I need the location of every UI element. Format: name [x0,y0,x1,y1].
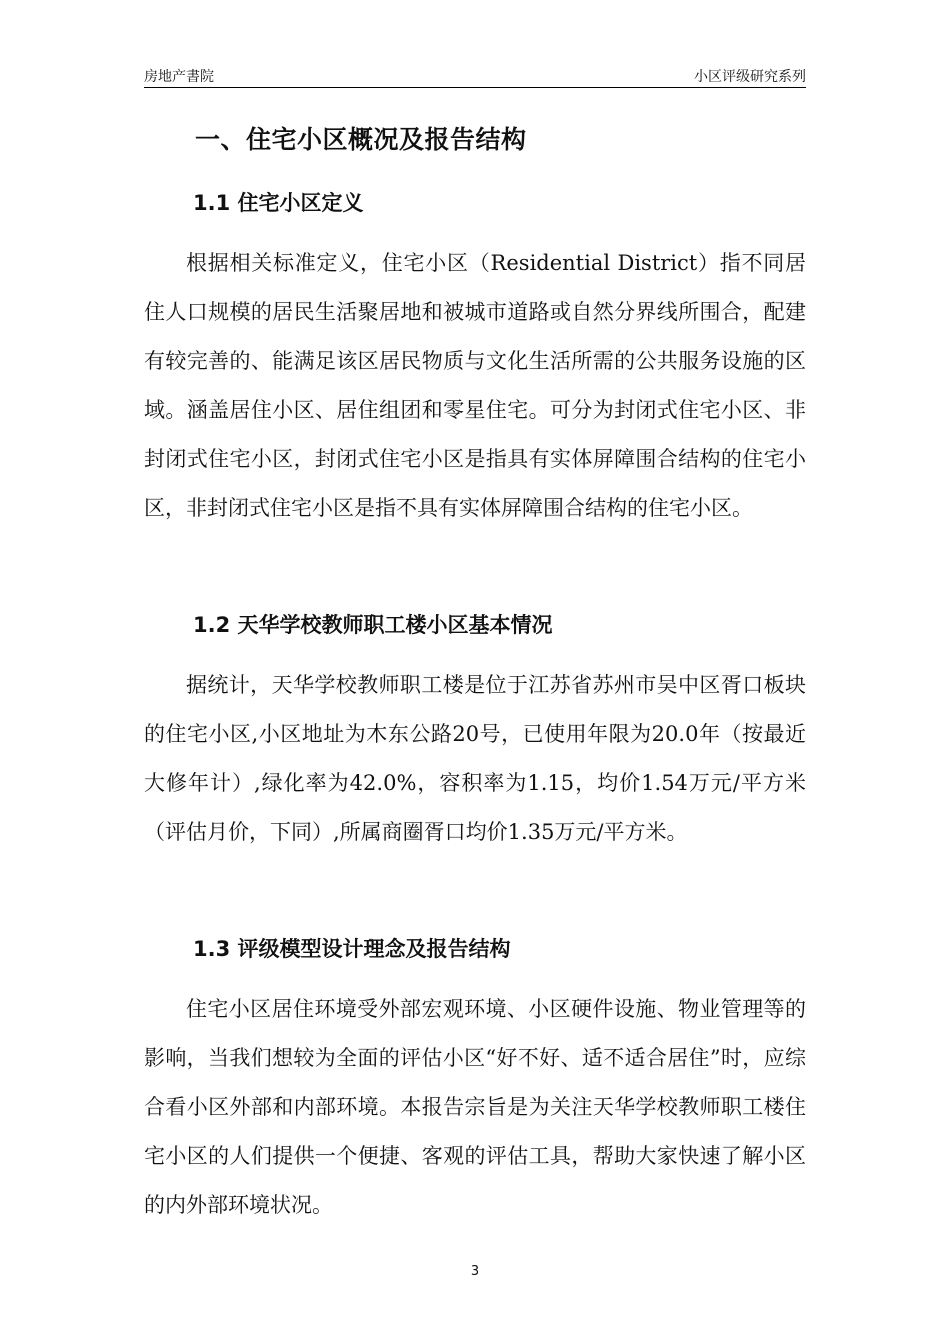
header-rule [144,87,806,88]
page-number: 3 [470,1264,480,1279]
section-body-1-3: 住宅小区居住环境受外部宏观环境、小区硬件设施、物业管理等的影响，当我们想较为全面的评估小区“好不好、适不适合居住”时，应综合看小区外部和内部环境。本报告宗旨是为关注天华学校教师职工楼住宅小区的人们提供一个便捷、客观的评估工具，帮助大家快速了解小区的内外部环境状况。 [144,997,806,1217]
section-heading-1-2: 1.2 天华学校教师职工楼小区基本情况 [193,613,553,637]
header-left-text: 房地产書院 [144,69,214,85]
section-body-1-1: 根据相关标准定义，住宅小区（Residential District）指不同居住人口规模的居民生活聚居地和被城市道路或自然分界线所围合，配建有较完善的、能满足该区居民物质与文化生活所需的公共服务设施的区域。涵盖居住小区、居住组团和零星住宅。可分为封闭式住宅小区、非封闭式住宅小区，封闭式住宅小区是指具有实体屏障围合结构的住宅小区，非封闭式住宅小区是指不具有实体屏障围合结构的住宅小区。 [144,251,806,520]
section-heading-1-1: 1.1 住宅小区定义 [193,191,364,215]
section-body-1-2: 据统计，天华学校教师职工楼是位于江苏省苏州市吴中区胥口板块的住宅小区,小区地址为木东公路20号，已使用年限为20.0年（按最近大修年计）,绿化率为42.0%，容积率为1.15，均价1.54万元/平方米（评估月价，下同）,所属商圈胥口均价1.35万元/平方米。 [144,673,806,844]
chapter-title: 一、住宅小区概况及报告结构 [195,125,527,154]
section-heading-1-3: 1.3 评级模型设计理念及报告结构 [193,937,511,961]
header-right-text: 小区评级研究系列 [694,69,806,85]
